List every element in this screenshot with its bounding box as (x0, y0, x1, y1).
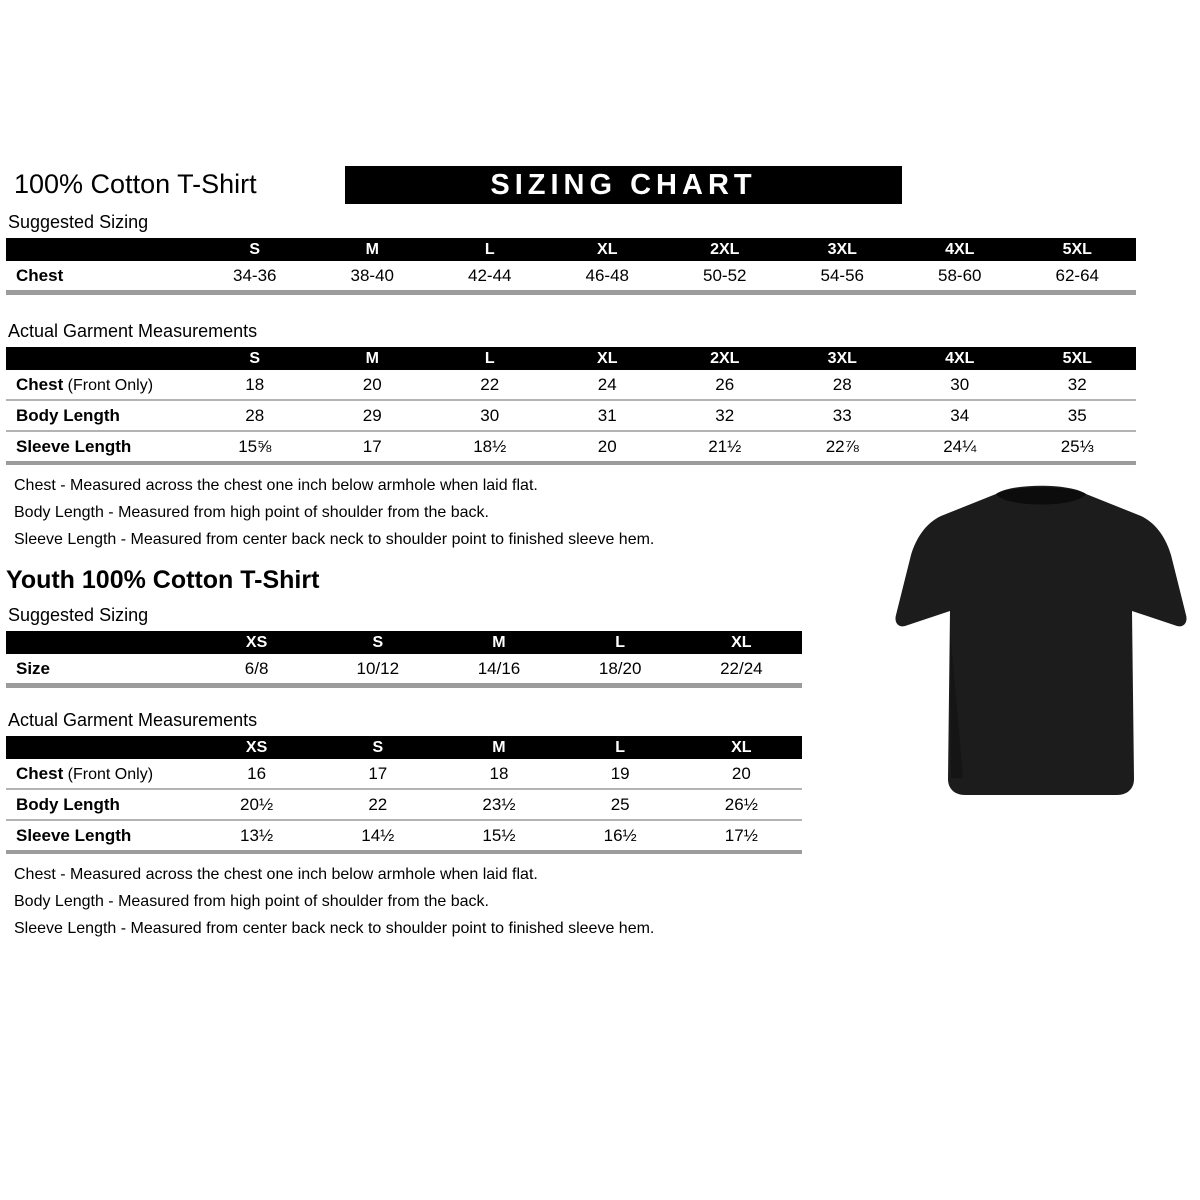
youth-actual-header-row (6, 736, 802, 759)
table-row-size (6, 654, 802, 688)
adult-actual-measurements-label: Actual Garment Measurements (8, 321, 258, 341)
size-header-m: M (492, 738, 506, 756)
black-tshirt-image (893, 478, 1189, 814)
size-header-l: L (615, 738, 626, 756)
row-label (6, 764, 196, 784)
value-cell: 58-60 (938, 265, 982, 285)
value-cell: 42-44 (468, 265, 512, 285)
table-row-sleeve-length (6, 821, 802, 854)
value-cell: 15½ (482, 825, 516, 845)
size-header-3xl: 3XL (827, 349, 857, 367)
value-cell: 18/20 (598, 658, 642, 678)
adult-suggested-table (6, 238, 1136, 295)
value-cell: 18 (489, 763, 509, 783)
size-header-s: S (372, 633, 384, 651)
youth-suggested-table (6, 631, 802, 688)
size-header-s: S (372, 738, 384, 756)
value-cell: 17 (368, 763, 388, 783)
value-cell: 17½ (724, 825, 758, 845)
size-header-xs: XS (245, 738, 268, 756)
value-cell: 18½ (473, 436, 507, 456)
row-label (6, 375, 196, 395)
value-cell: 26½ (724, 794, 758, 814)
youth-title: Youth 100% Cotton T-Shirt (6, 566, 320, 594)
value-cell: 32 (1067, 374, 1087, 394)
value-cell: 20 (362, 374, 382, 394)
note-chest: Chest - Measured across the chest one inch below armhole when laid flat. (14, 866, 538, 883)
sizing-chart-banner (345, 166, 902, 204)
youth-actual-table (6, 736, 802, 854)
note-chest: Chest - Measured across the chest one inch below armhole when laid flat. (14, 477, 538, 494)
adult-suggested-header-row (6, 238, 1136, 261)
adult-title: 100% Cotton T-Shirt (14, 169, 257, 199)
row-label-text: Body Length (16, 794, 120, 814)
row-label-suffix: (Front Only) (63, 765, 154, 783)
value-cell: 34 (950, 405, 970, 425)
youth-actual-measurements-label: Actual Garment Measurements (8, 710, 258, 730)
value-cell: 17 (362, 436, 382, 456)
value-cell: 31 (597, 405, 617, 425)
youth-suggested-header-row (6, 631, 802, 654)
adult-suggested-sizing-label: Suggested Sizing (8, 212, 149, 232)
value-cell: 50-52 (703, 265, 747, 285)
value-cell: 22 (480, 374, 500, 394)
value-cell: 18 (245, 374, 265, 394)
size-header-3xl: 3XL (827, 240, 857, 258)
value-cell: 32 (715, 405, 735, 425)
value-cell: 24 (597, 374, 617, 394)
size-header-m: M (365, 240, 379, 258)
table-row-chest (6, 261, 1136, 295)
value-cell: 62-64 (1055, 265, 1099, 285)
note-body-length: Body Length - Measured from high point of shoulder from the back. (14, 893, 489, 910)
size-header-l: L (484, 240, 495, 258)
value-cell: 35 (1067, 405, 1087, 425)
value-cell: 21½ (708, 436, 742, 456)
size-header-l: L (484, 349, 495, 367)
row-label-text: Chest (16, 763, 64, 783)
adult-actual-table (6, 347, 1136, 465)
table-row-chest-front-only (6, 759, 802, 790)
value-cell: 16½ (603, 825, 637, 845)
table-row-chest-front-only (6, 370, 1136, 401)
size-header-l: L (615, 633, 626, 651)
value-cell: 19 (610, 763, 630, 783)
row-label-text: Sleeve Length (16, 436, 132, 456)
value-cell: 26 (715, 374, 735, 394)
row-label-text: Chest (16, 374, 64, 394)
value-cell: 54-56 (820, 265, 864, 285)
size-header-2xl: 2XL (710, 240, 740, 258)
size-header-4xl: 4XL (945, 240, 975, 258)
banner-text: SIZING CHART (490, 168, 757, 201)
value-cell: 10/12 (356, 658, 400, 678)
size-header-xl: XL (731, 738, 752, 756)
adult-actual-header-row (6, 347, 1136, 370)
size-header-m: M (365, 349, 379, 367)
header-row (6, 164, 1146, 206)
size-header-4xl: 4XL (945, 349, 975, 367)
value-cell: 46-48 (585, 265, 629, 285)
size-header-5xl: 5XL (1062, 349, 1092, 367)
value-cell: 29 (362, 405, 382, 425)
value-cell: 20½ (240, 794, 274, 814)
note-sleeve-length: Sleeve Length - Measured from center back neck to shoulder point to finished sleeve hem. (14, 920, 655, 937)
value-cell: 22 (368, 794, 388, 814)
value-cell: 33 (832, 405, 852, 425)
row-label-text: Sleeve Length (16, 825, 132, 845)
table-row-body-length (6, 401, 1136, 432)
row-label (6, 826, 196, 846)
youth-suggested-sizing-label: Suggested Sizing (8, 605, 149, 625)
size-header-s: S (249, 240, 261, 258)
value-cell: 28 (245, 405, 265, 425)
value-cell: 16 (247, 763, 267, 783)
size-header-5xl: 5XL (1062, 240, 1092, 258)
size-header-xl: XL (731, 633, 752, 651)
row-label-text: Size (16, 658, 51, 678)
value-cell: 25 (610, 794, 630, 814)
youth-measurement-notes (14, 866, 1146, 937)
value-cell: 23½ (482, 794, 516, 814)
tshirt-silhouette (895, 486, 1186, 795)
row-label (6, 795, 196, 815)
note-body-length: Body Length - Measured from high point of shoulder from the back. (14, 504, 489, 521)
size-header-xs: XS (245, 633, 268, 651)
value-cell: 30 (480, 405, 500, 425)
value-cell: 38-40 (350, 265, 394, 285)
value-cell: 13½ (240, 825, 274, 845)
row-label-suffix: (Front Only) (63, 376, 154, 394)
value-cell: 22⅞ (825, 436, 859, 456)
value-cell: 28 (832, 374, 852, 394)
table-row-body-length (6, 790, 802, 821)
row-label (6, 266, 196, 286)
row-label-text: Body Length (16, 405, 120, 425)
note-sleeve-length: Sleeve Length - Measured from center back neck to shoulder point to finished sleeve hem. (14, 531, 655, 548)
value-cell: 30 (950, 374, 970, 394)
row-label (6, 437, 196, 457)
value-cell: 24¼ (943, 436, 977, 456)
table-row-sleeve-length (6, 432, 1136, 465)
row-label (6, 406, 196, 426)
size-header-m: M (492, 633, 506, 651)
value-cell: 14½ (361, 825, 395, 845)
size-header-s: S (249, 349, 261, 367)
value-cell: 34-36 (233, 265, 277, 285)
size-header-xl: XL (597, 349, 618, 367)
value-cell: 15⅝ (238, 436, 272, 456)
row-label-text: Chest (16, 265, 64, 285)
value-cell: 14/16 (477, 658, 521, 678)
value-cell: 22/24 (720, 658, 763, 678)
value-cell: 6/8 (244, 658, 269, 678)
value-cell: 20 (731, 763, 751, 783)
value-cell: 20 (597, 436, 617, 456)
value-cell: 25⅓ (1060, 436, 1094, 456)
size-header-xl: XL (597, 240, 618, 258)
tshirt-graphic (893, 478, 1189, 814)
row-label (6, 659, 196, 679)
size-header-2xl: 2XL (710, 349, 740, 367)
